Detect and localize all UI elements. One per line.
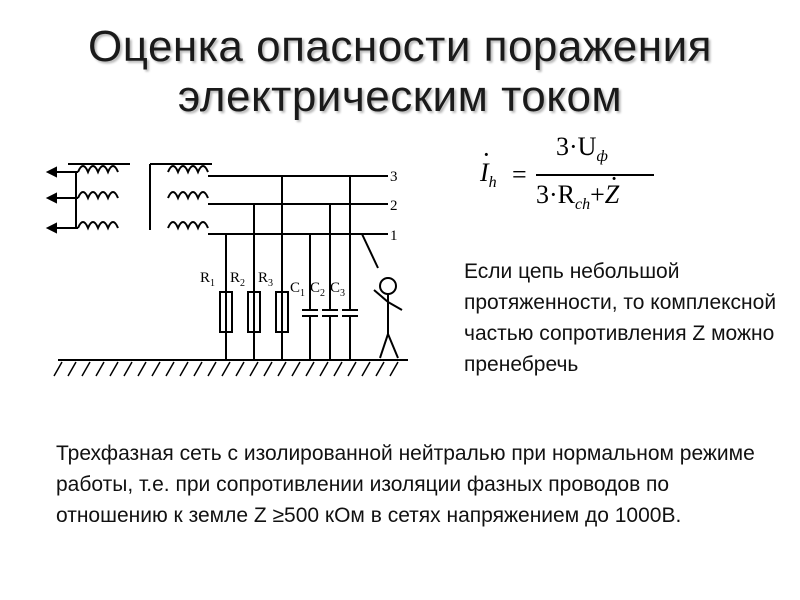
formula-denominator: $3\cdot R_{ch}+\cdot Z$ — [536, 180, 619, 214]
title-line-2: электрическим током — [177, 72, 623, 121]
phase-wires — [208, 176, 388, 234]
fraction-bar — [536, 174, 654, 176]
resistor-label-3: $R_3$ — [258, 270, 274, 289]
transformer-coils — [68, 164, 212, 230]
capacitor-label-3: $C_3$ — [330, 280, 346, 299]
resistor-label-2: $R_2$ — [230, 270, 246, 289]
formula-lhs: · $I_h$ — [480, 140, 497, 192]
title-line-1: Оценка опасности поражения — [88, 22, 712, 71]
wire-label-2: 2 — [390, 198, 398, 214]
resistor-label-1: $R_1$ — [200, 270, 216, 289]
description-text: Трехфазная сеть с изолированной нейтралью при нормальном режиме работы, т.е. при сопротивлении изоляции фазных проводов по отношению к земле Z ≥500 кОм в сетях напряжением до 1000В. — [56, 442, 755, 527]
person-figure — [362, 234, 402, 358]
formula-numerator: $3\cdot U_ф$ — [556, 132, 608, 166]
formula-equals: = — [512, 160, 527, 189]
input-arrows — [54, 172, 78, 228]
circuit-diagram — [40, 150, 420, 390]
capacitor-label-1: $C_1$ — [290, 280, 306, 299]
capacitor-label-2: $C_2$ — [310, 280, 326, 299]
wire-label-1: 1 — [390, 228, 398, 244]
wire-label-3: 3 — [390, 169, 398, 185]
note-text: Если цепь небольшой протяженности, то комплексной частью сопротивления Z можно пренебречь — [464, 260, 777, 376]
slide-title — [0, 22, 800, 122]
